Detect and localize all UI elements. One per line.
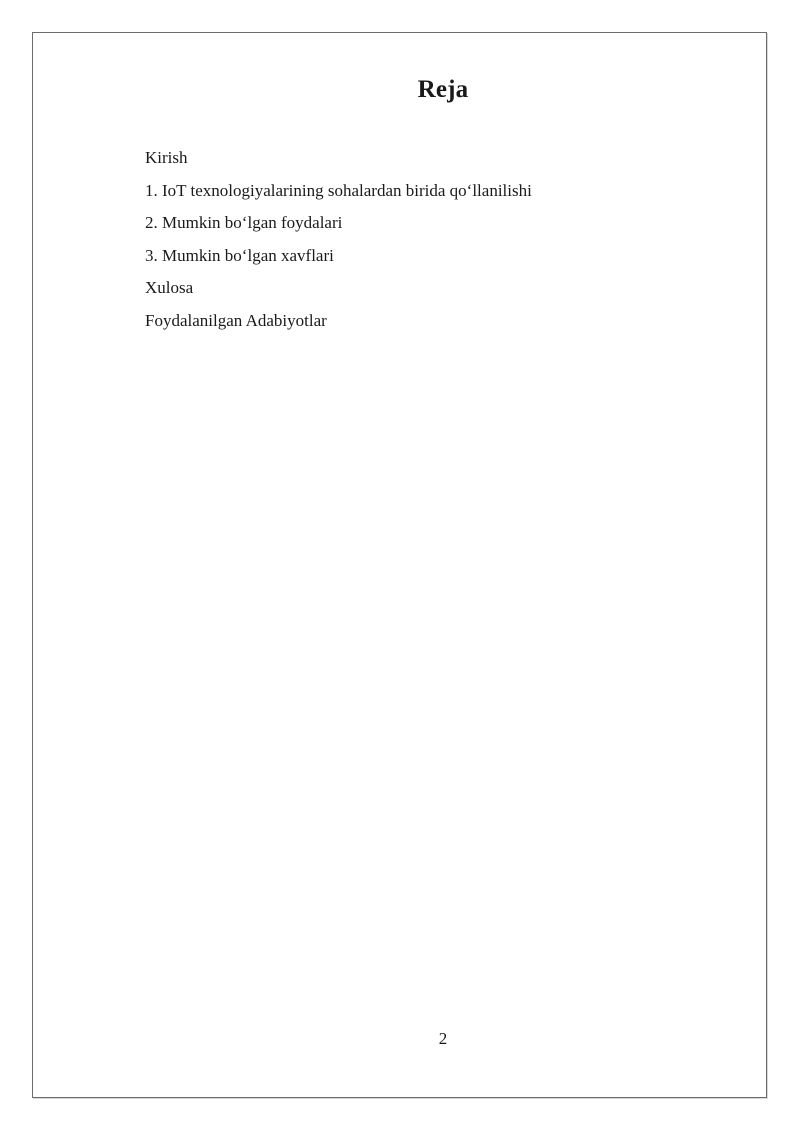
toc-item-references: Foydalanilgan Adabiyotlar xyxy=(145,310,327,330)
toc-item-section-1: 1. IoT texnologiyalarining sohalardan birida qo‘llanilishi xyxy=(145,180,532,200)
page-title: Reja xyxy=(417,76,469,103)
toc-item-section-2: 2. Mumkin bo‘lgan foydalari xyxy=(145,213,343,233)
toc-item-conclusion: Xulosa xyxy=(145,278,194,298)
page-number: 2 xyxy=(438,1029,448,1048)
toc-item-introduction: Kirish xyxy=(145,148,188,167)
table-of-contents xyxy=(145,145,532,341)
toc-item-section-3: 3. Mumkin bo‘lgan xavflari xyxy=(145,245,334,265)
